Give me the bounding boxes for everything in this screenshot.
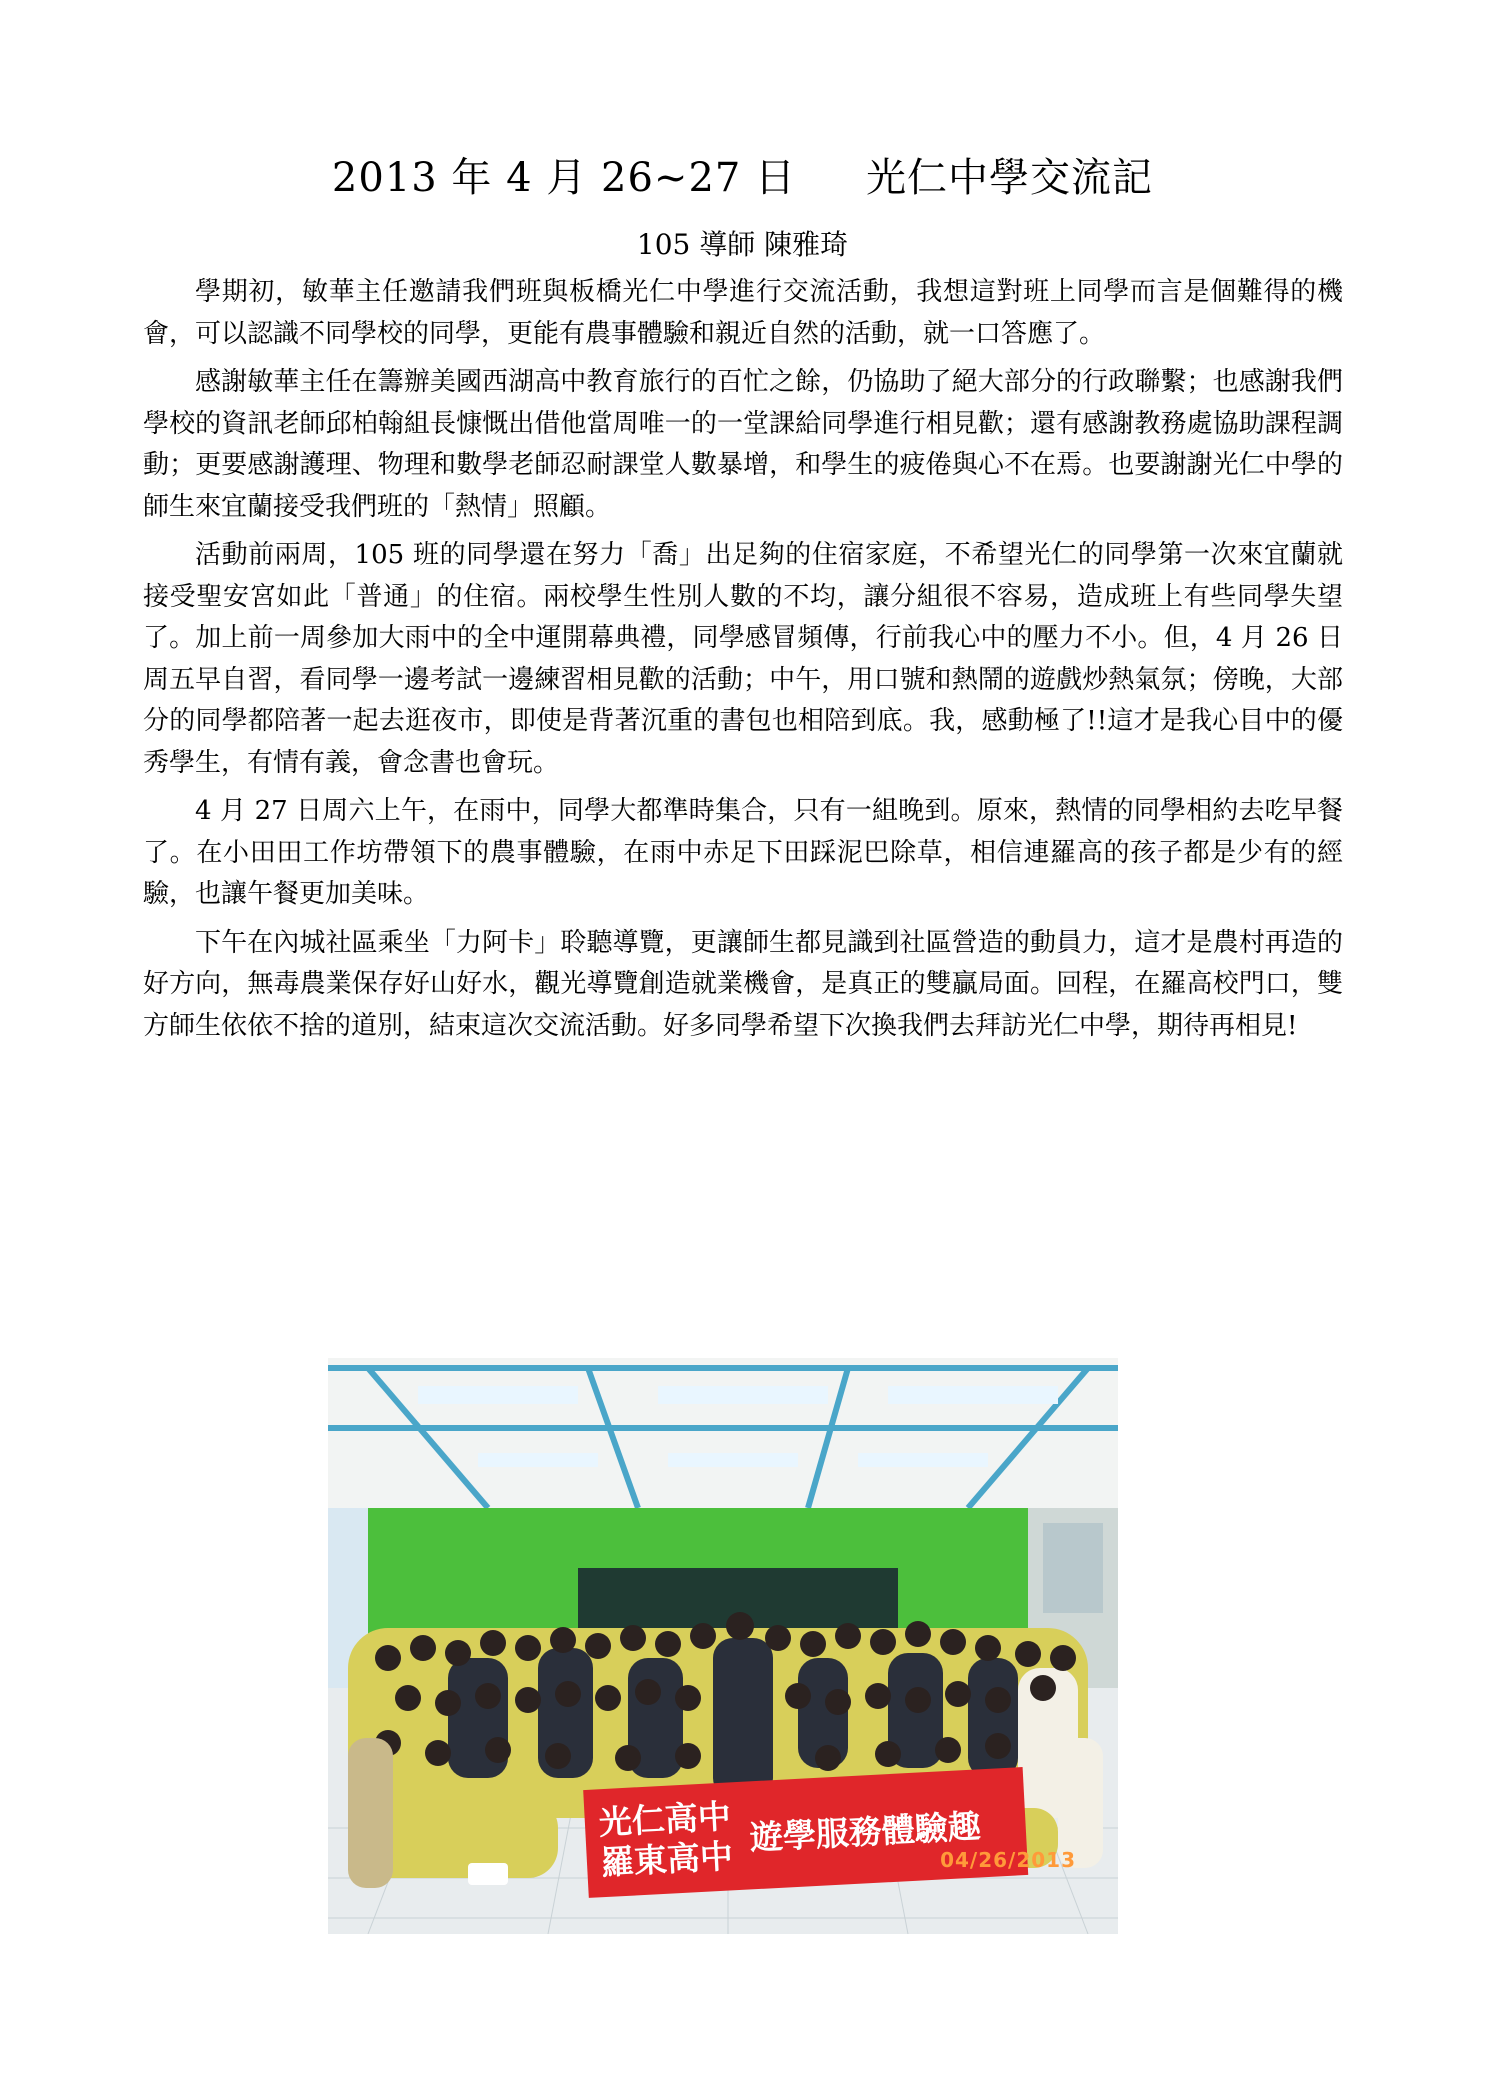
group-banner (583, 1767, 1028, 1898)
paragraph-4: 4 月 27 日周六上午，在雨中，同學大都準時集合，只有一組晚到。原來，熱情的同學相約去吃早餐了。在小田田工作坊帶領下的農事體驗，在雨中赤足下田踩泥巴除草，相信連羅高的孩子都是少有的經驗，也讓午餐更加美味。 (143, 796, 1343, 909)
photo-date-stamp: 04/26/2013 (940, 1848, 1076, 1872)
author-byline: 105 導師 陳雅琦 (636, 228, 849, 261)
page-title (0, 150, 1485, 206)
banner-school-2: 羅東高中 (599, 1836, 734, 1883)
paragraph-2: 感謝敏華主任在籌辦美國西湖高中教育旅行的百忙之餘，仍協助了絕大部分的行政聯繫；也感謝我們學校的資訊老師邱柏翰組長慷慨出借他當周唯一的一堂課給同學進行相見歡；還有感謝教務處協助課程調動；更要感謝護理、物理和數學老師忍耐課堂人數暴增，和學生的疲倦與心不在焉。也要謝謝光仁中學的師生來宜蘭接受我們班的「熱情」照顧。 (143, 367, 1343, 522)
paragraph-1: 學期初，敏華主任邀請我們班與板橋光仁中學進行交流活動，我想這對班上同學而言是個難得的機會，可以認識不同學校的同學，更能有農事體驗和親近自然的活動，就一口答應了。 (143, 277, 1343, 349)
banner-school-1: 光仁高中 (597, 1796, 732, 1843)
paragraph-5: 下午在內城社區乘坐「力阿卡」聆聽導覽，更讓師生都見識到社區營造的動員力，這才是農村再造的好方向，無毒農業保存好山好水，觀光導覽創造就業機會，是真正的雙贏局面。回程，在羅高校門口，雙方師生依依不捨的道別，結束這次交流活動。好多同學希望下次換我們去拜訪光仁中學，期待再相見! (143, 927, 1343, 1041)
title-event: 光仁中學交流記 (866, 155, 1154, 201)
paragraph-3: 活動前兩周，105 班的同學還在努力「喬」出足夠的住宿家庭，不希望光仁的同學第一次來宜蘭就接受聖安宮如此「普通」的住宿。兩校學生性別人數的不均，讓分組很不容易，造成班上有些同學失望了。加上前一周參加大雨中的全中運開幕典禮，同學感冒頻傳，行前我心中的壓力不小。但，4 月 26 日周五早自習，看同學一邊考試一邊練習相見歡的活動；中午，用口號和熱鬧的遊戲炒熱氣氛；傍晚，大部分的同學都陪著一起去逛夜市，即使是背著沉重的書包也相陪到底。我，感動極了!!這才是我心目中的優秀學生，有情有義，會念書也會玩。 (143, 540, 1343, 778)
title-date: 2013 年 4 月 26~27 日 (331, 155, 797, 201)
article-body (143, 272, 1343, 1054)
banner-slogan: 遊學服務體驗趣 (748, 1805, 982, 1857)
group-photo (328, 1358, 1118, 1934)
